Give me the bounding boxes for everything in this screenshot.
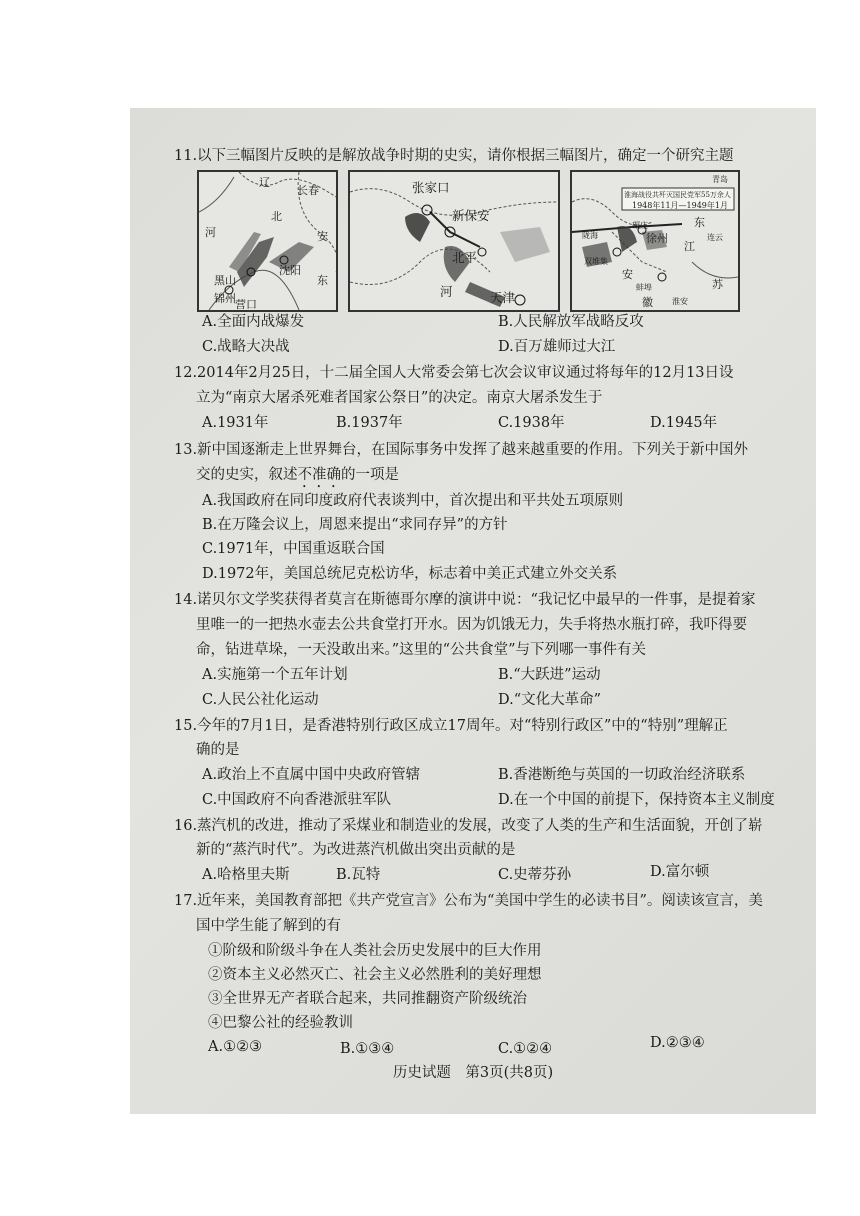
q17-item-2: ②资本主义必然灭亡、社会主义必然胜利的美好理想 [208, 967, 542, 983]
q17-item-3: ③全世界无产者联合起来，共同推翻资产阶级统治 [208, 991, 527, 1007]
map3-label: 东 [694, 216, 705, 229]
q11-option-d: D.百万雄师过大江 [498, 339, 616, 355]
map3-label: 安 [622, 268, 633, 281]
q14-option-b: B.“大跃进”运动 [498, 667, 601, 683]
q13-text: 交的史实，叙述 [196, 467, 298, 483]
map3-label: 陇海 [582, 231, 598, 240]
q13-option-a: A.我国政府在同印度政府代表谈判中，首次提出和平共处五项原则 [202, 493, 624, 509]
q14-option-a: A.实施第一个五年计划 [202, 667, 348, 683]
q16-option-c: C.史蒂芬孙 [498, 867, 572, 883]
q15-option-c: C.中国政府不向香港派驻军队 [202, 792, 392, 808]
map3-label: 淮安 [672, 297, 688, 306]
map1-label: 北 [271, 210, 282, 223]
map3-label: 连云 [707, 233, 723, 242]
page-footer: 历史试题 第3页(共8页) [392, 1065, 554, 1081]
question-15-line1: 15.今年的7月1日，是香港特别行政区成立17周年。对“特别行政区”中的“特别”理解正 [174, 718, 728, 734]
map3-label: 江 [684, 240, 695, 253]
question-14-line3: 命，钻进草垛，一天没敢出来。”这里的“公共食堂”与下列哪一事件有关 [196, 642, 646, 658]
q12-option-c: C.1938年 [498, 415, 565, 431]
exam-page [130, 108, 816, 1114]
q12-option-b: B.1937年 [336, 415, 403, 431]
map-huaihai [570, 170, 740, 312]
q13-option-c: C.1971年，中国重返联合国 [202, 541, 385, 557]
map1-label: 安 [317, 230, 328, 243]
q17-item-4: ④巴黎公社的经验教训 [208, 1015, 353, 1031]
question-13-line1: 13.新中国逐渐走上世界舞台，在国际事务中发挥了越来越重要的作用。下列关于新中国外 [174, 442, 749, 458]
question-17-line2: 国中学生能了解到的有 [196, 918, 341, 934]
q12-option-a: A.1931年 [202, 415, 269, 431]
q13-option-b: B.在万隆会议上，周恩来提出“求同存异”的方针 [202, 517, 508, 533]
question-14-line2: 里唯一的一把热水壶去公共食堂打开水。因为饥饿无力，失手将热水瓶打碎，我吓得要 [196, 617, 747, 633]
map1-label: 河 [205, 226, 216, 239]
map2-label: 天津 [490, 290, 516, 305]
map1-label: 锦州 [214, 292, 236, 305]
q11-option-a: A.全面内战爆发 [202, 314, 305, 330]
q14-option-d: D.“文化大革命” [498, 692, 602, 708]
q17-item-1: ①阶级和阶级斗争在人类社会历史发展中的巨大作用 [208, 943, 542, 959]
q11-option-b: B.人民解放军战略反攻 [498, 314, 644, 330]
map1-label: 辽 [259, 176, 270, 189]
map2-label: 河 [440, 284, 453, 299]
q15-option-b: B.香港断绝与英国的一切政治经济联系 [498, 767, 746, 783]
q14-option-c: C.人民公社化运动 [202, 692, 319, 708]
q16-option-a: A.哈格里夫斯 [202, 867, 290, 883]
map-pingjin-drawing [350, 172, 558, 310]
q12-option-d: D.1945年 [650, 415, 718, 431]
q13-emphasis: 不准确 [297, 467, 341, 483]
q17-option-d: D.②③④ [650, 1035, 705, 1051]
map-pingjin [348, 170, 560, 312]
map3-label: 蚌埠 [636, 283, 652, 292]
map2-label: 张家口 [412, 180, 450, 195]
question-13-line2 [196, 463, 399, 491]
map3-label: 淮海战役共歼灭国民党军55万余人 [624, 191, 731, 199]
question-11-stem: 11.以下三幅图片反映的是解放战争时期的史实，请你根据三幅图片，确定一个研究主题 [174, 148, 734, 164]
question-15-line2: 确的是 [196, 742, 240, 758]
q15-option-a: A.政治上不直属中国中央政府管辖 [202, 767, 421, 783]
map2-label: 新保安 [452, 208, 490, 223]
map1-label: 东 [317, 274, 328, 287]
map3-label: 徽 [642, 296, 653, 309]
question-17-line1: 17.近年来，美国教育部把《共产党宣言》公布为“美国中学生的必读书目”。阅读该宣言，美 [174, 893, 763, 909]
q17-option-a: A.①②③ [208, 1039, 263, 1055]
map1-label: 黑山 [214, 274, 236, 287]
question-14-line1: 14.诺贝尔文学奖获得者莫言在斯德哥尔摩的演讲中说：“我记忆中最早的一件事，是提着家 [174, 592, 756, 608]
q13-option-d: D.1972年，美国总统尼克松访华，标志着中美正式建立外交关系 [202, 566, 618, 582]
map1-label: 沈阳 [279, 264, 301, 277]
map3-label: 徐州 [646, 232, 668, 245]
map-liaoshen [197, 170, 338, 312]
question-16-line1: 16.蒸汽机的改进，推动了采煤业和制造业的发展，改变了人类的生产和生活面貌，开创了崭 [174, 818, 763, 834]
map3-label: 双堆集 [584, 257, 608, 266]
map3-label: 碾庄 [632, 221, 648, 230]
q13-text: 的一项是 [341, 467, 399, 483]
map1-label: 长春 [297, 184, 319, 197]
q17-option-b: B.①③④ [340, 1041, 395, 1057]
question-16-line2: 新的“蒸汽时代”。为改进蒸汽机做出突出贡献的是 [196, 842, 516, 858]
q15-option-d: D.在一个中国的前提下，保持资本主义制度 [498, 792, 775, 808]
q11-option-c: C.战略大决战 [202, 339, 290, 355]
map3-label: 青岛 [712, 175, 728, 184]
map1-label: 营口 [235, 298, 257, 311]
question-12-line1: 12.2014年2月25日，十二届全国人大常委会第七次会议审议通过将每年的12月13日设 [174, 365, 734, 381]
q16-option-b: B.瓦特 [336, 867, 381, 883]
q16-option-d: D.富尔顿 [650, 864, 710, 880]
map2-label: 北平 [452, 250, 478, 265]
map3-label: 1948年11月—1949年1月 [632, 201, 728, 210]
q17-option-c: C.①②④ [498, 1041, 553, 1057]
map3-label: 苏 [712, 278, 723, 291]
question-12-line2: 立为“南京大屠杀死难者国家公祭日”的决定。南京大屠杀发生于 [196, 390, 603, 406]
